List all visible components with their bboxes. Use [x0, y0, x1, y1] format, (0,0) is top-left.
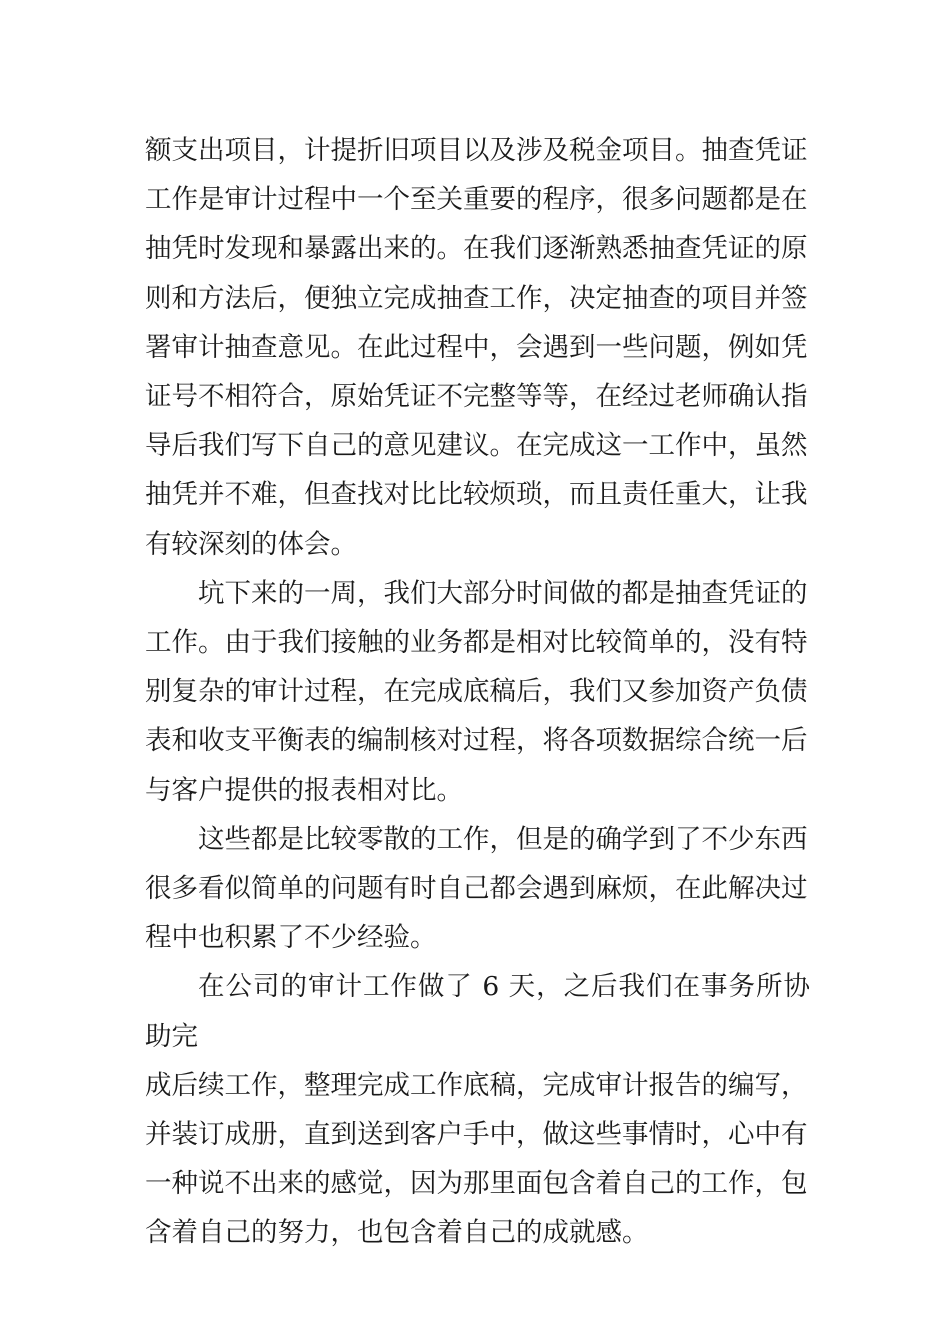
text-line: 这些都是比较零散的工作，但是的确学到了不少东西 — [198, 823, 808, 855]
text-line: 与客户提供的报表相对比。 — [145, 774, 463, 806]
paragraph — [145, 569, 810, 815]
text-line: 工作是审计过程中一个至关重要的程序，很多问题都是在 — [145, 184, 808, 216]
text-line: 一种说不出来的感觉，因为那里面包含着自己的工作，包 — [145, 1168, 808, 1200]
text-line: 成后续工作，整理完成工作底稿，完成审计报告的编写， — [145, 1069, 808, 1101]
text-line: 导后我们写下自己的意见建议。在完成这一工作中，虽然 — [145, 430, 808, 462]
text-line: 证号不相符合，原始凭证不完整等等，在经过老师确认指 — [145, 381, 808, 413]
text-line: 含着自己的努力，也包含着自己的成就感。 — [145, 1217, 649, 1249]
text-line: 别复杂的审计过程，在完成底稿后，我们又参加资产负债 — [145, 676, 808, 708]
text-line: 有较深刻的体会。 — [145, 528, 357, 560]
paragraph — [145, 126, 810, 569]
paragraph — [145, 962, 810, 1257]
text-line: 在公司的审计工作做了 6 天，之后我们在事务所协助完 — [145, 971, 810, 1052]
text-line: 很多看似简单的问题有时自己都会遇到麻烦，在此解决过 — [145, 873, 808, 905]
text-line: 则和方法后，便独立完成抽查工作，决定抽查的项目并签 — [145, 282, 808, 314]
text-line: 额支出项目，计提折旧项目以及涉及税金项目。抽查凭证 — [145, 135, 808, 166]
text-line: 坑下来的一周，我们大部分时间做的都是抽查凭证的 — [198, 577, 808, 609]
paragraph — [145, 815, 810, 963]
text-line: 抽凭并不难，但查找对比比较烦琐，而且责任重大，让我 — [145, 479, 808, 511]
text-line: 程中也积累了不少经验。 — [145, 922, 437, 954]
document-body — [145, 126, 810, 1258]
text-line: 工作。由于我们接触的业务都是相对比较简单的，没有特 — [145, 627, 808, 659]
text-line: 并装订成册，直到送到客户手中，做这些事情时，心中有 — [145, 1119, 808, 1151]
text-line: 署审计抽查意见。在此过程中，会遇到一些问题，例如凭 — [145, 331, 808, 363]
text-line: 表和收支平衡表的编制核对过程，将各项数据综合统一后 — [145, 725, 808, 757]
text-line: 抽凭时发现和暴露出来的。在我们逐渐熟悉抽查凭证的原 — [145, 233, 808, 265]
